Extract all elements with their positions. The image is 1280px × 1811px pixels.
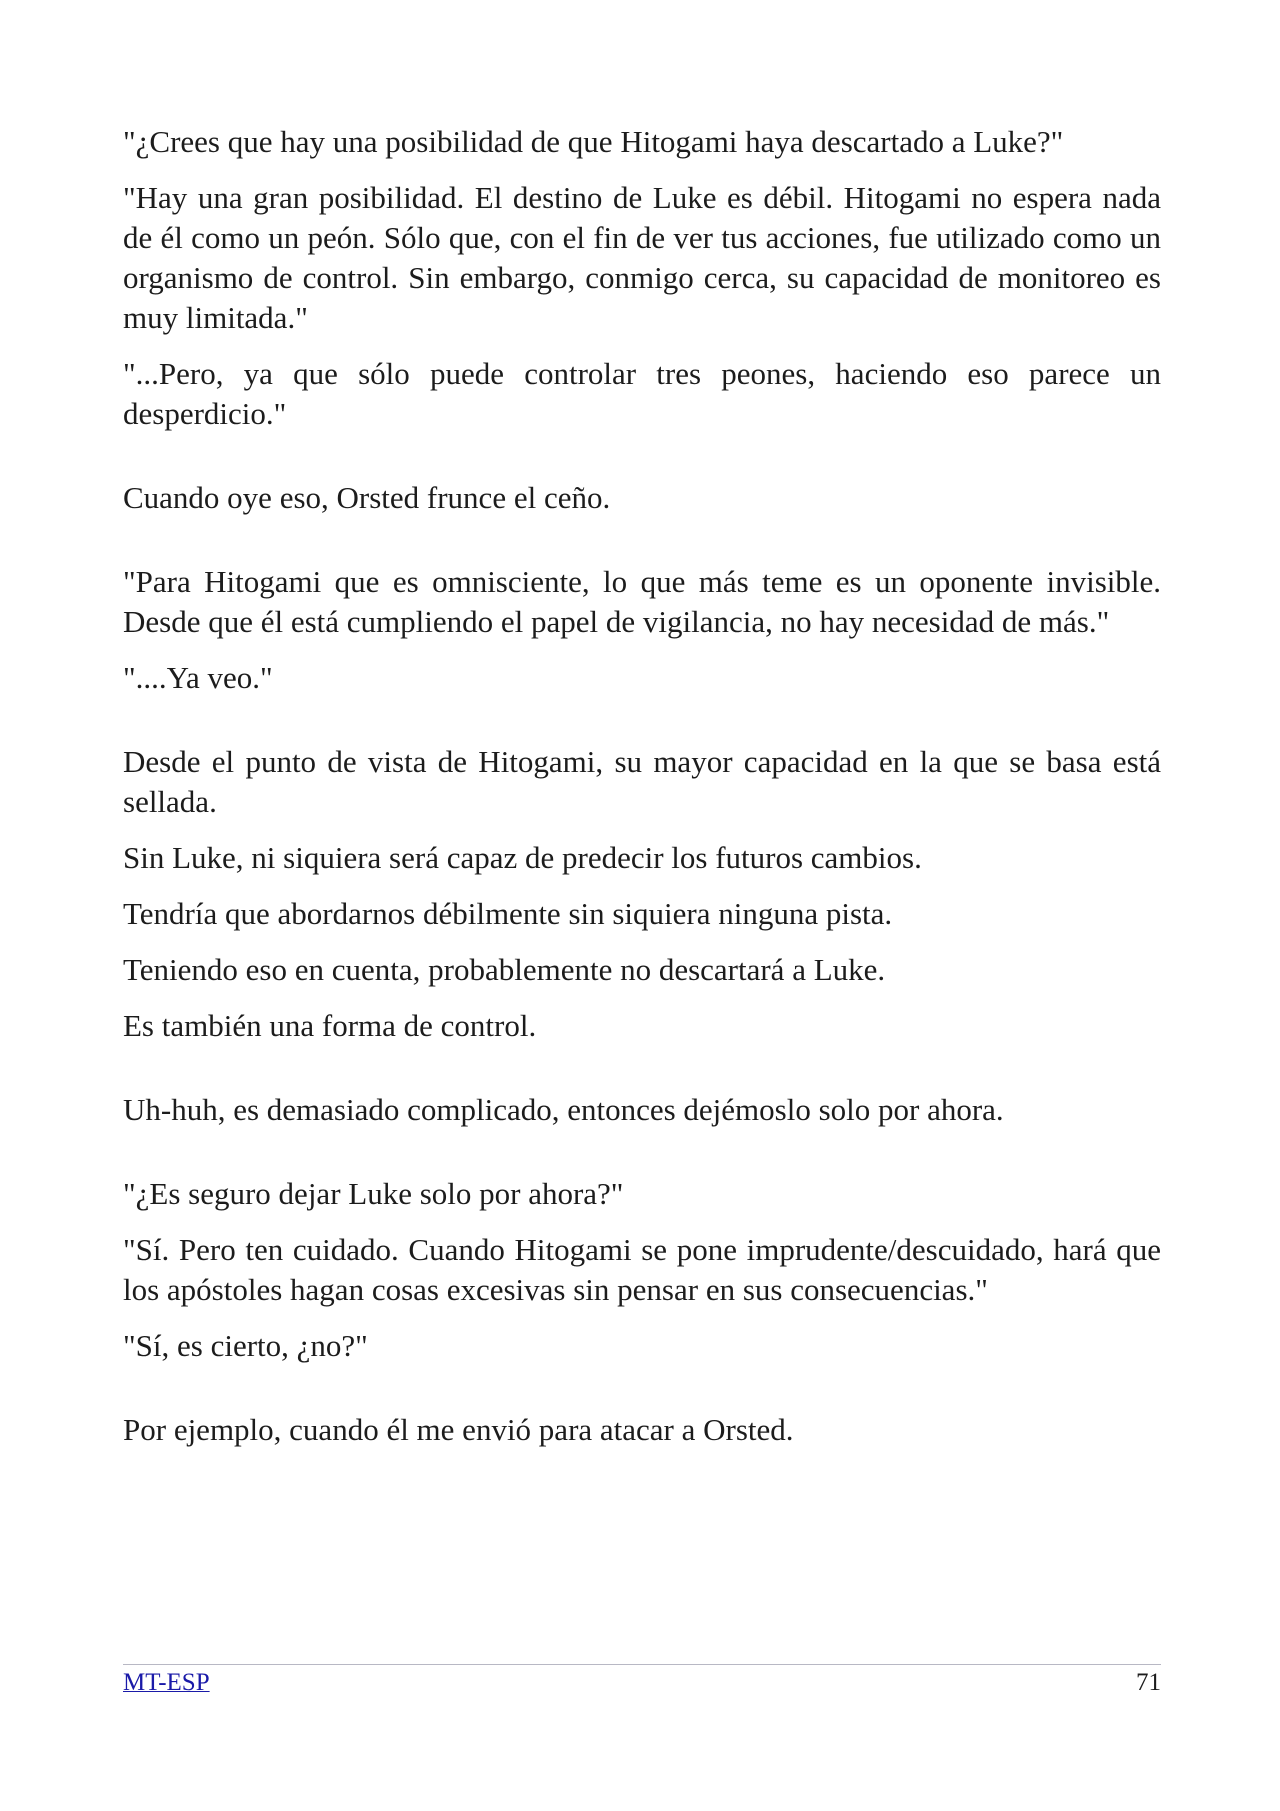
paragraph-14: "Sí. Pero ten cuidado. Cuando Hitogami se pone imprudente/descuidado, hará que los apóstoles hagan cosas excesivas sin pensar en sus consecuencias." bbox=[123, 1232, 1161, 1307]
footer-divider bbox=[123, 1664, 1161, 1665]
paragraph-15: "Sí, es cierto, ¿no?" bbox=[123, 1328, 368, 1363]
paragraph-10: Teniendo eso en cuenta, probablemente no descartará a Luke. bbox=[123, 952, 886, 987]
footer-link[interactable]: MT-ESP bbox=[123, 1669, 210, 1696]
paragraph-16: Por ejemplo, cuando él me envió para atacar a Orsted. bbox=[123, 1412, 794, 1447]
paragraph-7: Desde el punto de vista de Hitogami, su mayor capacidad en la que se basa está sellada. bbox=[123, 744, 1161, 819]
paragraph-3: "...Pero, ya que sólo puede controlar tres peones, haciendo eso parece un desperdicio." bbox=[123, 356, 1161, 431]
paragraph-4: Cuando oye eso, Orsted frunce el ceño. bbox=[123, 480, 611, 515]
paragraph-9: Tendría que abordarnos débilmente sin siquiera ninguna pista. bbox=[123, 896, 893, 931]
paragraph-2: "Hay una gran posibilidad. El destino de Luke es débil. Hitogami no espera nada de él como un peón. Sólo que, con el fin de ver tus acciones, fue utilizado como un organismo de control. Sin embargo, conmigo cerca, su capacidad de monitoreo es muy limitada." bbox=[123, 180, 1161, 335]
paragraph-1: "¿Crees que hay una posibilidad de que Hitogami haya descartado a Luke?" bbox=[123, 124, 1064, 159]
page-number: 71 bbox=[1136, 1669, 1161, 1696]
paragraph-11: Es también una forma de control. bbox=[123, 1008, 537, 1043]
paragraph-6: "....Ya veo." bbox=[123, 660, 273, 695]
paragraph-8: Sin Luke, ni siquiera será capaz de predecir los futuros cambios. bbox=[123, 840, 922, 875]
paragraph-5: "Para Hitogami que es omnisciente, lo que más teme es un oponente invisible. Desde que él está cumpliendo el papel de vigilancia, no hay necesidad de más." bbox=[123, 564, 1161, 639]
page-body bbox=[123, 122, 1161, 1450]
paragraph-12: Uh-huh, es demasiado complicado, entonces dejémoslo solo por ahora. bbox=[123, 1092, 1004, 1127]
paragraph-13: "¿Es seguro dejar Luke solo por ahora?" bbox=[123, 1176, 624, 1211]
